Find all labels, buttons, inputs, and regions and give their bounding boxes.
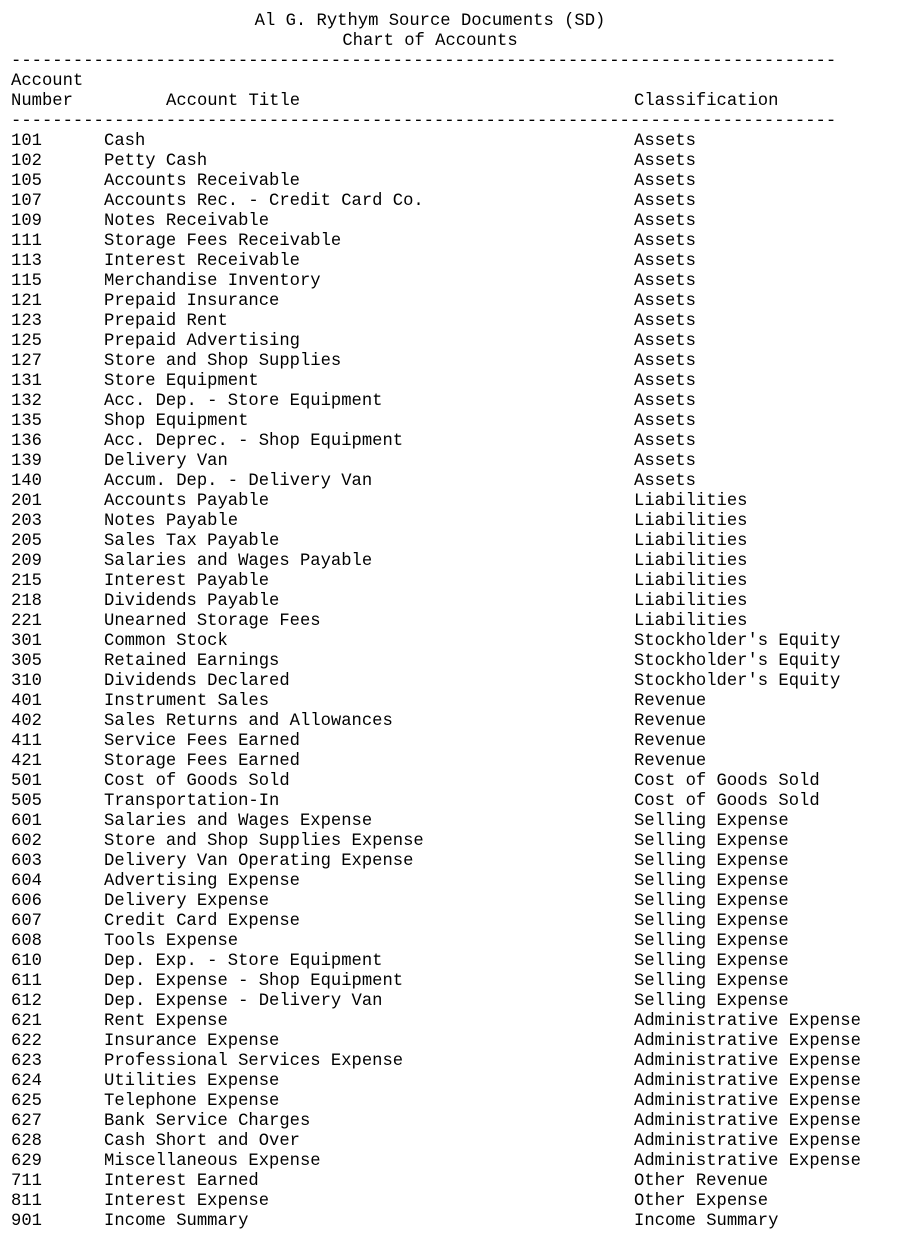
account-classification: Other Revenue <box>634 1172 769 1191</box>
account-row <box>0 752 912 772</box>
account-classification: Assets <box>634 152 696 171</box>
account-classification: Selling Expense <box>634 892 789 911</box>
account-title: Sales Returns and Allowances <box>104 712 393 731</box>
account-row <box>0 1072 912 1092</box>
account-row <box>0 772 912 792</box>
account-number: 209 <box>11 552 42 571</box>
account-row <box>0 872 912 892</box>
account-row <box>0 1012 912 1032</box>
account-row <box>0 652 912 672</box>
account-classification: Selling Expense <box>634 912 789 931</box>
account-classification: Selling Expense <box>634 812 789 831</box>
account-classification: Liabilities <box>634 592 748 611</box>
account-row <box>0 572 912 592</box>
account-row <box>0 152 912 172</box>
account-classification: Administrative Expense <box>634 1052 861 1071</box>
account-number: 131 <box>11 372 42 391</box>
account-row <box>0 692 912 712</box>
account-row <box>0 392 912 412</box>
account-classification: Selling Expense <box>634 932 789 951</box>
account-number: 628 <box>11 1132 42 1151</box>
account-title: Cash <box>104 132 146 151</box>
document-title: Al G. Rythym Source Documents (SD) <box>254 12 606 31</box>
account-classification: Selling Expense <box>634 992 789 1011</box>
account-title: Insurance Expense <box>104 1032 280 1051</box>
account-classification: Stockholder's Equity <box>634 672 841 691</box>
account-classification: Administrative Expense <box>634 1112 861 1131</box>
account-title: Service Fees Earned <box>104 732 300 751</box>
account-title: Dep. Expense - Delivery Van <box>104 992 383 1011</box>
account-row <box>0 612 912 632</box>
account-row <box>0 972 912 992</box>
account-classification: Liabilities <box>634 612 748 631</box>
account-row <box>0 532 912 552</box>
document-subtitle: Chart of Accounts <box>342 32 518 51</box>
account-classification: Assets <box>634 332 696 351</box>
account-number: 205 <box>11 532 42 551</box>
account-row <box>0 712 912 732</box>
account-number: 606 <box>11 892 42 911</box>
account-classification: Income Summary <box>634 1212 779 1231</box>
column-header-account-title: Account Title <box>166 92 301 111</box>
account-number: 402 <box>11 712 42 731</box>
account-classification: Revenue <box>634 692 707 711</box>
account-number: 608 <box>11 932 42 951</box>
account-title: Income Summary <box>104 1212 249 1231</box>
account-number: 102 <box>11 152 42 171</box>
account-title: Petty Cash <box>104 152 208 171</box>
account-classification: Cost of Goods Sold <box>634 792 820 811</box>
account-row <box>0 792 912 812</box>
account-number: 629 <box>11 1152 42 1171</box>
account-classification: Revenue <box>634 732 707 751</box>
account-classification: Other Expense <box>634 1192 769 1211</box>
account-number: 301 <box>11 632 42 651</box>
account-classification: Revenue <box>634 752 707 771</box>
account-row <box>0 812 912 832</box>
account-number: 109 <box>11 212 42 231</box>
account-title: Miscellaneous Expense <box>104 1152 321 1171</box>
account-classification: Administrative Expense <box>634 1072 861 1091</box>
account-number: 711 <box>11 1172 42 1191</box>
account-number: 115 <box>11 272 42 291</box>
account-title: Shop Equipment <box>104 412 249 431</box>
account-number: 411 <box>11 732 42 751</box>
account-title: Store Equipment <box>104 372 259 391</box>
account-number: 125 <box>11 332 42 351</box>
account-row <box>0 832 912 852</box>
account-row <box>0 492 912 512</box>
account-row <box>0 512 912 532</box>
account-title: Acc. Deprec. - Shop Equipment <box>104 432 404 451</box>
account-row <box>0 1052 912 1072</box>
account-row <box>0 1032 912 1052</box>
account-title: Dividends Declared <box>104 672 290 691</box>
account-number: 310 <box>11 672 42 691</box>
account-classification: Assets <box>634 172 696 191</box>
account-row <box>0 372 912 392</box>
account-title: Interest Payable <box>104 572 270 591</box>
account-title: Prepaid Rent <box>104 312 228 331</box>
account-number: 136 <box>11 432 42 451</box>
account-row <box>0 472 912 492</box>
header-divider: -------------------------------------------------------------------------------- <box>11 112 837 131</box>
account-title: Interest Expense <box>104 1192 270 1211</box>
account-number: 811 <box>11 1192 42 1211</box>
account-title: Accounts Payable <box>104 492 270 511</box>
account-number: 113 <box>11 252 42 271</box>
account-row <box>0 272 912 292</box>
account-title: Accounts Receivable <box>104 172 300 191</box>
account-row <box>0 252 912 272</box>
account-title: Delivery Van <box>104 452 228 471</box>
account-row <box>0 852 912 872</box>
account-title: Credit Card Expense <box>104 912 300 931</box>
account-title: Tools Expense <box>104 932 239 951</box>
account-row <box>0 292 912 312</box>
account-row <box>0 592 912 612</box>
account-title: Prepaid Advertising <box>104 332 300 351</box>
account-number: 127 <box>11 352 42 371</box>
account-row <box>0 1132 912 1152</box>
account-number: 221 <box>11 612 42 631</box>
account-number: 505 <box>11 792 42 811</box>
account-number: 111 <box>11 232 42 251</box>
account-number: 610 <box>11 952 42 971</box>
account-number: 140 <box>11 472 42 491</box>
account-title: Professional Services Expense <box>104 1052 404 1071</box>
account-title: Storage Fees Receivable <box>104 232 342 251</box>
account-classification: Administrative Expense <box>634 1032 861 1051</box>
account-number: 401 <box>11 692 42 711</box>
account-number: 611 <box>11 972 42 991</box>
account-number: 139 <box>11 452 42 471</box>
account-number: 501 <box>11 772 42 791</box>
account-row <box>0 1172 912 1192</box>
account-classification: Selling Expense <box>634 832 789 851</box>
account-title: Notes Payable <box>104 512 239 531</box>
account-title: Advertising Expense <box>104 872 300 891</box>
account-row <box>0 1212 912 1232</box>
account-classification: Assets <box>634 432 696 451</box>
account-row <box>0 332 912 352</box>
account-classification: Revenue <box>634 712 707 731</box>
account-number: 627 <box>11 1112 42 1131</box>
top-divider: -------------------------------------------------------------------------------- <box>11 52 837 71</box>
account-row <box>0 912 912 932</box>
account-title: Accounts Rec. - Credit Card Co. <box>104 192 424 211</box>
account-classification: Selling Expense <box>634 972 789 991</box>
account-classification: Assets <box>634 192 696 211</box>
account-row <box>0 192 912 212</box>
account-classification: Stockholder's Equity <box>634 632 841 651</box>
account-title: Dividends Payable <box>104 592 280 611</box>
account-number: 421 <box>11 752 42 771</box>
account-classification: Stockholder's Equity <box>634 652 841 671</box>
account-classification: Liabilities <box>634 532 748 551</box>
account-classification: Assets <box>634 272 696 291</box>
account-number: 622 <box>11 1032 42 1051</box>
account-row <box>0 212 912 232</box>
account-number: 107 <box>11 192 42 211</box>
account-row <box>0 1152 912 1172</box>
account-classification: Assets <box>634 232 696 251</box>
account-row <box>0 672 912 692</box>
account-row <box>0 732 912 752</box>
account-number: 305 <box>11 652 42 671</box>
account-row <box>0 432 912 452</box>
column-header-account-number: Number <box>11 92 73 111</box>
account-title: Common Stock <box>104 632 228 651</box>
account-classification: Selling Expense <box>634 952 789 971</box>
account-title: Utilities Expense <box>104 1072 280 1091</box>
account-number: 901 <box>11 1212 42 1231</box>
account-classification: Assets <box>634 312 696 331</box>
account-classification: Assets <box>634 292 696 311</box>
account-title: Notes Receivable <box>104 212 270 231</box>
account-title: Rent Expense <box>104 1012 228 1031</box>
account-row <box>0 632 912 652</box>
account-title: Salaries and Wages Expense <box>104 812 373 831</box>
account-classification: Administrative Expense <box>634 1092 861 1111</box>
account-title: Cash Short and Over <box>104 1132 300 1151</box>
account-classification: Liabilities <box>634 572 748 591</box>
account-number: 203 <box>11 512 42 531</box>
column-header-account-line1: Account <box>11 72 84 91</box>
account-classification: Assets <box>634 212 696 231</box>
account-number: 123 <box>11 312 42 331</box>
account-row <box>0 172 912 192</box>
account-row <box>0 312 912 332</box>
account-number: 602 <box>11 832 42 851</box>
account-title: Prepaid Insurance <box>104 292 280 311</box>
account-title: Unearned Storage Fees <box>104 612 321 631</box>
account-row <box>0 1092 912 1112</box>
account-number: 604 <box>11 872 42 891</box>
account-title: Transportation-In <box>104 792 280 811</box>
accounts-list <box>0 132 912 1232</box>
account-title: Salaries and Wages Payable <box>104 552 373 571</box>
account-classification: Selling Expense <box>634 872 789 891</box>
account-row <box>0 232 912 252</box>
account-number: 101 <box>11 132 42 151</box>
account-classification: Assets <box>634 252 696 271</box>
account-title: Acc. Dep. - Store Equipment <box>104 392 383 411</box>
account-classification: Liabilities <box>634 512 748 531</box>
account-number: 135 <box>11 412 42 431</box>
account-number: 215 <box>11 572 42 591</box>
account-number: 105 <box>11 172 42 191</box>
account-title: Interest Earned <box>104 1172 259 1191</box>
column-header-classification: Classification <box>634 92 779 111</box>
account-title: Merchandise Inventory <box>104 272 321 291</box>
account-title: Dep. Exp. - Store Equipment <box>104 952 383 971</box>
account-classification: Administrative Expense <box>634 1152 861 1171</box>
account-row <box>0 892 912 912</box>
account-title: Dep. Expense - Shop Equipment <box>104 972 404 991</box>
account-title: Instrument Sales <box>104 692 270 711</box>
account-title: Delivery Expense <box>104 892 270 911</box>
account-number: 121 <box>11 292 42 311</box>
account-number: 621 <box>11 1012 42 1031</box>
account-title: Sales Tax Payable <box>104 532 280 551</box>
account-classification: Cost of Goods Sold <box>634 772 820 791</box>
account-number: 132 <box>11 392 42 411</box>
account-title: Interest Receivable <box>104 252 300 271</box>
account-row <box>0 952 912 972</box>
account-classification: Administrative Expense <box>634 1132 861 1151</box>
account-number: 201 <box>11 492 42 511</box>
account-title: Cost of Goods Sold <box>104 772 290 791</box>
account-classification: Selling Expense <box>634 852 789 871</box>
account-number: 625 <box>11 1092 42 1111</box>
account-title: Telephone Expense <box>104 1092 280 1111</box>
account-number: 603 <box>11 852 42 871</box>
account-number: 623 <box>11 1052 42 1071</box>
account-title: Retained Earnings <box>104 652 280 671</box>
account-row <box>0 1112 912 1132</box>
account-row <box>0 452 912 472</box>
account-classification: Assets <box>634 452 696 471</box>
account-number: 607 <box>11 912 42 931</box>
account-number: 601 <box>11 812 42 831</box>
account-classification: Administrative Expense <box>634 1012 861 1031</box>
account-title: Storage Fees Earned <box>104 752 300 771</box>
account-title: Delivery Van Operating Expense <box>104 852 414 871</box>
account-row <box>0 352 912 372</box>
account-classification: Assets <box>634 412 696 431</box>
account-row <box>0 412 912 432</box>
account-row <box>0 1192 912 1212</box>
account-title: Bank Service Charges <box>104 1112 311 1131</box>
account-row <box>0 992 912 1012</box>
account-row <box>0 552 912 572</box>
account-classification: Assets <box>634 392 696 411</box>
account-classification: Assets <box>634 372 696 391</box>
account-number: 624 <box>11 1072 42 1091</box>
account-classification: Assets <box>634 352 696 371</box>
account-title: Store and Shop Supplies <box>104 352 342 371</box>
account-row <box>0 132 912 152</box>
account-classification: Assets <box>634 472 696 491</box>
account-title: Store and Shop Supplies Expense <box>104 832 424 851</box>
account-number: 612 <box>11 992 42 1011</box>
account-classification: Liabilities <box>634 552 748 571</box>
account-row <box>0 932 912 952</box>
account-classification: Assets <box>634 132 696 151</box>
account-classification: Liabilities <box>634 492 748 511</box>
account-number: 218 <box>11 592 42 611</box>
account-title: Accum. Dep. - Delivery Van <box>104 472 373 491</box>
